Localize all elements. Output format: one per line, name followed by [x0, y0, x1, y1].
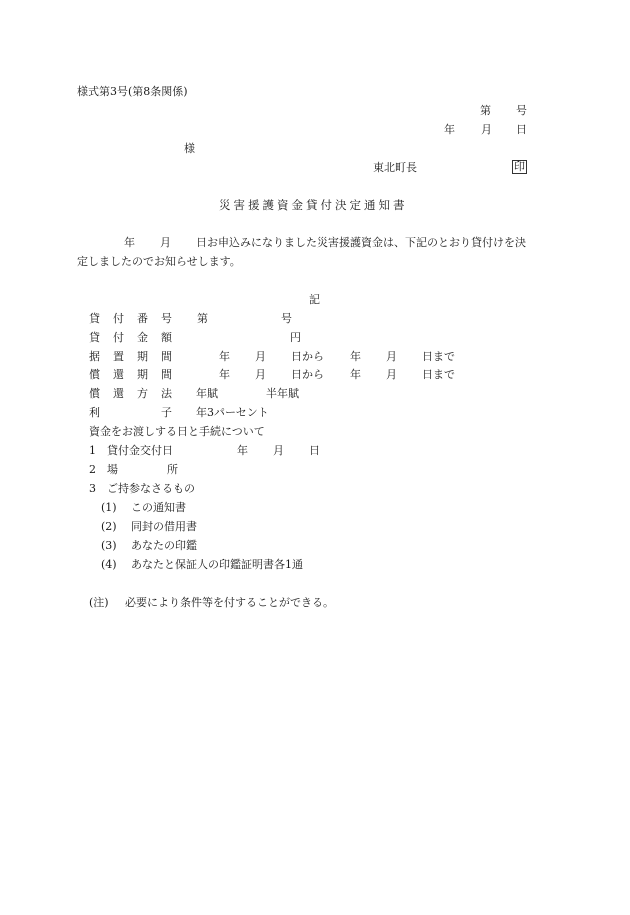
- note-text: 必要により条件等を付することができる。: [125, 596, 334, 609]
- repayment-month-from: 月: [255, 368, 266, 381]
- item-number: 1: [89, 444, 96, 457]
- repayment-day-from: 日から: [291, 368, 324, 381]
- loan-number-prefix: 第: [197, 312, 208, 325]
- label-char: 付: [113, 312, 124, 325]
- label-char: 還: [113, 368, 124, 381]
- label-char: 子: [161, 406, 172, 419]
- subitem-text: 同封の借用書: [131, 520, 197, 533]
- repayment-day-to: 日まで: [422, 368, 455, 381]
- loan-number-suffix: 号: [281, 312, 292, 325]
- date-day: 日: [516, 123, 527, 136]
- deferment-year-from: 年: [219, 350, 230, 363]
- date-year: 年: [444, 123, 455, 136]
- deferment-day-to: 日まで: [422, 350, 455, 363]
- intro-year: 年: [124, 236, 135, 249]
- method-annual: 年賦: [196, 387, 218, 400]
- label-char: 償: [89, 387, 100, 400]
- label-char: 貸: [89, 312, 100, 325]
- note-label: (注): [89, 596, 109, 609]
- delivery-heading: 資金をお渡しする日と手続について: [89, 425, 265, 438]
- deferment-month-to: 月: [386, 350, 397, 363]
- deferment-month-from: 月: [255, 350, 266, 363]
- label-char: 置: [113, 350, 124, 363]
- repayment-year-to: 年: [350, 368, 361, 381]
- deferment-day-from: 日から: [291, 350, 324, 363]
- ki-heading: 記: [309, 293, 320, 306]
- subitem-number: (1): [101, 501, 117, 514]
- label-char: 貸: [89, 331, 100, 344]
- seal-mark: 印: [514, 160, 525, 173]
- label-char: 番: [137, 312, 148, 325]
- addressee-suffix: 様: [184, 142, 195, 155]
- intro-month: 月: [160, 236, 171, 249]
- subitem-number: (4): [101, 558, 117, 571]
- deferment-year-to: 年: [350, 350, 361, 363]
- delivery-date-label: 貸付金交付日: [107, 444, 173, 457]
- label-char: 還: [113, 387, 124, 400]
- doc-no-go: 号: [516, 104, 527, 117]
- subitem-text: この通知書: [131, 501, 186, 514]
- intro-line2: 定しましたのでお知らせします。: [77, 255, 241, 268]
- label-char: 額: [161, 331, 172, 344]
- subitem-number: (3): [101, 539, 117, 552]
- form-number: 様式第3号(第8条関係): [77, 85, 188, 98]
- subitem-text: あなたの印鑑: [131, 539, 197, 552]
- intro-line1: 日お申込みになりました災害援護資金は、下記のとおり貸付けを決: [196, 236, 526, 249]
- label-char: 償: [89, 368, 100, 381]
- item-number: 3: [89, 482, 96, 495]
- place-label-char: 所: [167, 463, 178, 476]
- label-char: 金: [137, 331, 148, 344]
- label-char: 方: [137, 387, 148, 400]
- doc-no-dai: 第: [480, 104, 491, 117]
- label-char: 期: [137, 368, 148, 381]
- label-char: 利: [89, 406, 100, 419]
- label-char: 号: [161, 312, 172, 325]
- repayment-year-from: 年: [219, 368, 230, 381]
- item-number: 2: [89, 463, 96, 476]
- method-semiannual: 半年賦: [266, 387, 299, 400]
- loan-amount-unit: 円: [290, 331, 301, 344]
- place-label-char: 場: [107, 463, 118, 476]
- repayment-month-to: 月: [386, 368, 397, 381]
- issuer: 東北町長: [373, 161, 417, 174]
- subitem-number: (2): [101, 520, 117, 533]
- document-title: 災害援護資金貸付決定通知書: [219, 198, 408, 212]
- delivery-day: 日: [309, 444, 320, 457]
- subitem-text: あなたと保証人の印鑑証明書各1通: [131, 558, 303, 571]
- bring-items-label: ご持参なさるもの: [107, 482, 195, 495]
- label-char: 間: [161, 350, 172, 363]
- date-month: 月: [481, 123, 492, 136]
- label-char: 据: [89, 350, 100, 363]
- delivery-year: 年: [237, 444, 248, 457]
- label-char: 期: [137, 350, 148, 363]
- interest-rate: 年3パーセント: [196, 406, 269, 419]
- delivery-month: 月: [273, 444, 284, 457]
- label-char: 法: [161, 387, 172, 400]
- label-char: 付: [113, 331, 124, 344]
- label-char: 間: [161, 368, 172, 381]
